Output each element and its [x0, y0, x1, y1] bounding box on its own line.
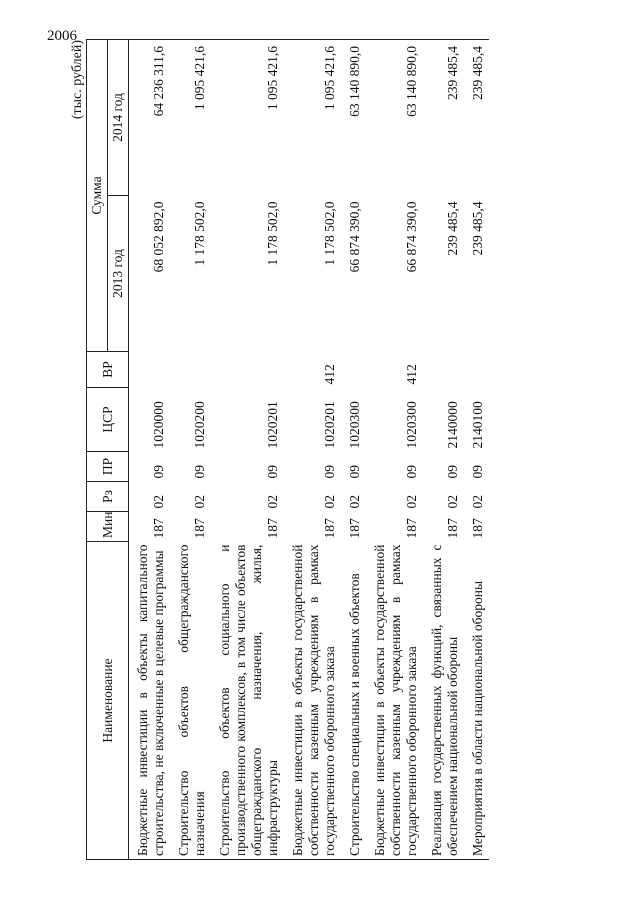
row-2014: 239 485,4 — [464, 39, 489, 195]
row-2013: 66 874 390,0 — [347, 201, 362, 273]
row-pr: 09 — [322, 465, 337, 479]
row-rz: 02 — [445, 495, 460, 509]
row-csr: 1020201 — [322, 401, 337, 449]
header-2014: 2014 год — [108, 39, 129, 195]
row-2014: 63 140 890,0 — [366, 39, 423, 195]
row-min: 187 — [322, 518, 337, 539]
row-2014: 63 140 890,0 — [341, 39, 366, 195]
table-row — [129, 39, 171, 859]
row-name: Бюджетные инвестиции в объекты государственной собственности казенным учреждениям в рамках государственного оборонного заказа — [284, 542, 341, 860]
row-vr — [423, 352, 464, 388]
row-rz: 02 — [151, 495, 166, 509]
row-rz: 02 — [347, 495, 362, 509]
row-csr: 1020201 — [265, 401, 280, 449]
row-vr — [129, 352, 171, 388]
budget-table — [86, 39, 489, 860]
row-csr: 2140100 — [470, 401, 485, 449]
table-row — [211, 39, 284, 859]
row-pr: 09 — [470, 465, 485, 479]
table-row — [341, 39, 366, 859]
row-2013: 239 485,4 — [470, 201, 485, 256]
row-name: Бюджетные инвестиции в объекты государственной собственности казенным учреждениям в рамках государственного оборонного заказа — [366, 542, 423, 860]
row-2013: 239 485,4 — [445, 201, 460, 256]
row-pr: 09 — [404, 465, 419, 479]
row-min: 187 — [151, 518, 166, 539]
row-csr: 1020300 — [404, 401, 419, 449]
row-2013: 1 178 502,0 — [322, 201, 337, 266]
row-name: Строительство специальных и военных объектов — [341, 542, 366, 860]
header-vr: ВР — [87, 352, 129, 388]
row-name: Бюджетные инвестиции в объекты капитального строительства, не включенные в целевые программы — [129, 542, 171, 860]
row-2013: 66 874 390,0 — [404, 201, 419, 273]
row-2014: 239 485,4 — [423, 39, 464, 195]
row-2014: 1 095 421,6 — [211, 39, 284, 195]
row-csr: 1020000 — [151, 401, 166, 449]
row-vr — [170, 352, 211, 388]
row-min: 187 — [347, 518, 362, 539]
header-rz: Рз — [87, 482, 129, 512]
row-rz: 02 — [470, 495, 485, 509]
row-min: 187 — [404, 518, 419, 539]
unit-note: (тыс. рублей) — [70, 40, 85, 120]
row-vr: 412 — [322, 364, 337, 385]
row-pr: 09 — [192, 465, 207, 479]
row-rz: 02 — [192, 495, 207, 509]
row-csr: 2140000 — [445, 401, 460, 449]
row-name: Мероприятия в области национальной обороны — [464, 542, 489, 860]
rotated-table-area — [70, 40, 530, 860]
row-csr: 1020200 — [192, 401, 207, 449]
table-row — [170, 39, 211, 859]
row-csr: 1020300 — [347, 401, 362, 449]
header-min: Мин — [87, 512, 129, 542]
row-vr — [464, 352, 489, 388]
row-rz: 02 — [265, 495, 280, 509]
page-number: 2006 — [47, 28, 77, 44]
row-2014: 1 095 421,6 — [170, 39, 211, 195]
row-min: 187 — [265, 518, 280, 539]
row-pr: 09 — [445, 465, 460, 479]
table-row — [366, 39, 423, 859]
row-pr: 09 — [265, 465, 280, 479]
row-min: 187 — [445, 518, 460, 539]
header-csr: ЦСР — [87, 388, 129, 452]
row-min: 187 — [192, 518, 207, 539]
row-name: Реализация государственных функций, связанных с обеспечением национальной обороны — [423, 542, 464, 860]
row-vr — [211, 352, 284, 388]
row-2013: 68 052 892,0 — [151, 201, 166, 273]
row-vr: 412 — [404, 364, 419, 385]
table-row — [284, 39, 341, 859]
row-pr: 09 — [151, 465, 166, 479]
row-2013: 1 178 502,0 — [192, 201, 207, 266]
table-row — [423, 39, 464, 859]
header-2013: 2013 год — [108, 196, 129, 352]
header-name: Наименование — [87, 542, 129, 860]
row-2013: 1 178 502,0 — [265, 201, 280, 266]
row-name: Строительство объектов социального и производственного комплексов, в том числе объектов общегражданского назначения, жилья, инфраструктуры — [211, 542, 284, 860]
row-2014: 1 095 421,6 — [284, 39, 341, 195]
header-sum: Сумма — [87, 39, 108, 351]
row-min: 187 — [470, 518, 485, 539]
row-rz: 02 — [322, 495, 337, 509]
row-rz: 02 — [404, 495, 419, 509]
row-name: Строительство объектов общегражданского назначения — [170, 542, 211, 860]
row-pr: 09 — [347, 465, 362, 479]
row-2014: 64 236 311,6 — [129, 39, 171, 195]
row-vr — [341, 352, 366, 388]
header-pr: ПР — [87, 452, 129, 482]
table-row — [464, 39, 489, 859]
